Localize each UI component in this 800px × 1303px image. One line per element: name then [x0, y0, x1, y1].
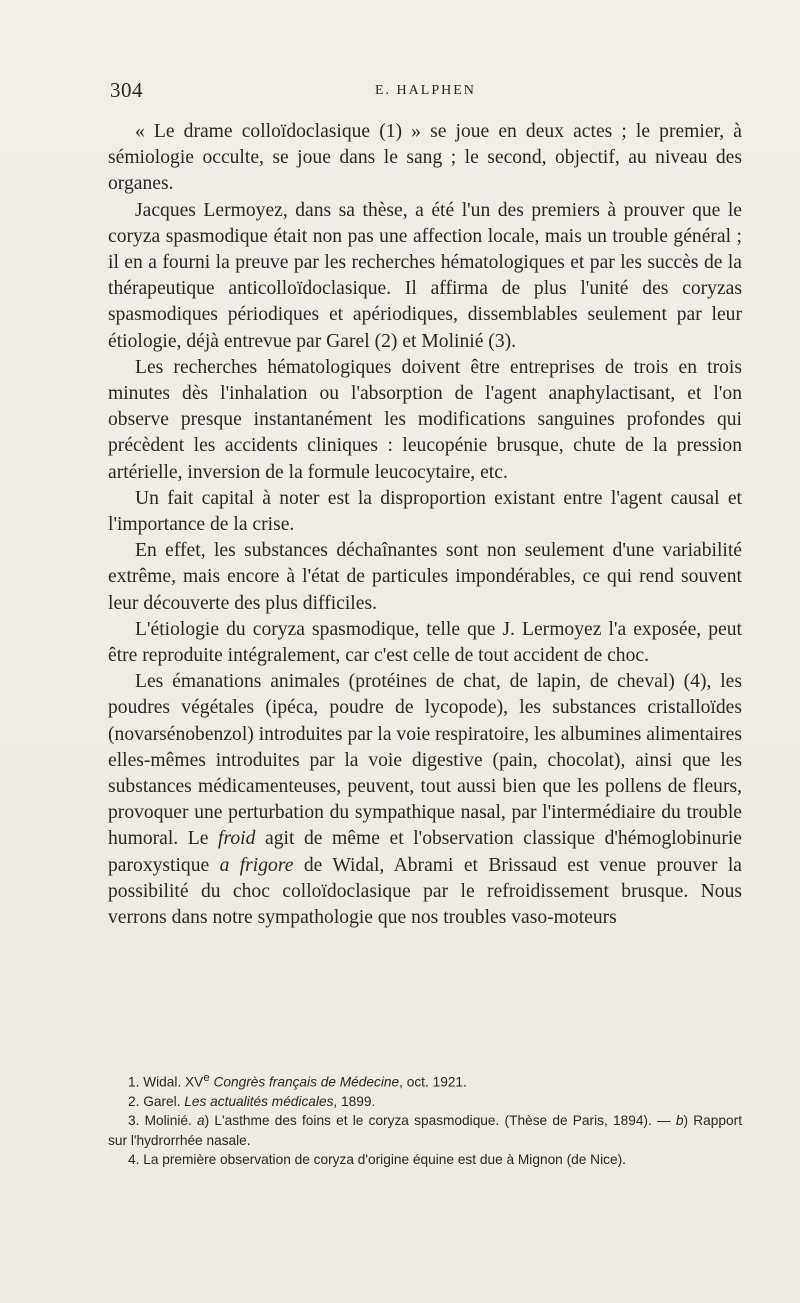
footnote — [108, 1069, 742, 1092]
paragraph — [108, 617, 742, 669]
italic-text: a — [197, 1113, 205, 1129]
italic-text: a frigore — [219, 854, 294, 876]
text-run: « Le drame colloïdoclasique (1) » se joue en deux actes ; le premier, à sémiologie occulte, se joue dans le sang ; le second, objectif, au niveau des organes. — [108, 121, 742, 195]
footnote — [108, 1092, 742, 1111]
superscript: e — [203, 1072, 210, 1084]
text-run: , oct. 1921. — [399, 1074, 467, 1090]
text-run: 4. La première observation de coryza d'origine équine est due à Mignon (de Nice). — [128, 1152, 626, 1168]
footnotes — [108, 1069, 742, 1170]
paragraph — [108, 486, 742, 538]
page-number: 304 — [110, 78, 143, 102]
body-text — [108, 119, 742, 931]
footnote — [108, 1111, 742, 1150]
italic-text: b — [675, 1113, 684, 1129]
text-run: Jacques Lermoyez, dans sa thèse, a été l'un des premiers à prouver que le coryza spasmodique était non pas une affection locale, mais un trouble général ; il en a fourni la preuve par les recherches hématologiques et par les succès de la thérapeutique anticolloïdoclasique. Il affirma de plus l'unité des coryzas spasmodiques périodiques et apériodiques, dissemblables seulement par leur étiologie, déjà entrevue par Garel (2) et Molinié (3). — [108, 199, 742, 352]
paragraph — [108, 198, 742, 355]
italic-text: Les actualités médicales — [184, 1093, 334, 1109]
paragraph — [108, 669, 742, 931]
text-run: ) L'asthme des foins et le coryza spasmodique. (Thèse de Paris, 1894). — — [204, 1113, 676, 1129]
text-run: ) Rapport sur l'hydrorrhée nasale. — [108, 1113, 742, 1148]
text-run: de Widal, Abrami et Brissaud est venue prouver la possibilité du choc colloïdoclasique par le refroidissement brusque. Nous verrons dans notre sympathologie que nos troubles vaso-moteurs — [108, 854, 742, 929]
text-run: Les émanations animales (protéines de chat, de lapin, de cheval) (4), les poudres végétales (ipéca, poudre de lycopode), les substances cristalloïdes (novarsénobenzol) introduites par la voie respiratoire, les albumines alimentaires elles-mêmes introduites par la voie digestive (pain, chocolat), ainsi que les substances médicamenteuses, peuvent, tout aussi bien que les pollens de fleurs, provoquer une perturbation du sympathique nasal, par l'intermédiaire du trouble humoral. Le — [108, 671, 742, 850]
paragraph — [108, 355, 742, 486]
text-run: En effet, les substances déchaînantes sont non seulement d'une variabilité extrême, mais encore à l'état de particules impondérables, ce qui rend souvent leur découverte des plus difficiles. — [108, 540, 742, 614]
running-title: E. HALPHEN — [375, 83, 476, 98]
footnote — [108, 1150, 742, 1169]
paragraph — [108, 538, 742, 617]
italic-text: froid — [218, 828, 256, 850]
text-run: agit de même et l'observation classique d'hémoglobinurie paroxystique — [108, 828, 742, 876]
text-run: 2. Garel. — [128, 1093, 185, 1109]
text-run: 1. Widal. XV — [128, 1074, 204, 1090]
italic-text: Congrès français de Médecine — [213, 1074, 400, 1090]
text-run: , 1899. — [333, 1093, 376, 1109]
text-run: Les recherches hématologiques doivent être entreprises de trois en trois minutes dès l'inhalation ou l'absorption de l'agent anaphylactisant, et l'on observe presque instantanément les modifications sanguines profondes qui précèdent les accidents cliniques : leucopénie brusque, chute de la pression artérielle, inversion de la formule leucocytaire, etc. — [108, 356, 742, 483]
running-head — [110, 78, 742, 102]
paragraph — [108, 119, 742, 198]
text-run: L'étiologie du coryza spasmodique, telle que J. Lermoyez l'a exposée, peut être reproduite intégralement, car c'est celle de tout accident de choc. — [108, 618, 742, 667]
text-run: 3. Molinié. — [128, 1113, 197, 1129]
text-run: Un fait capital à noter est la disproportion existant entre l'agent causal et l'importance de la crise. — [108, 487, 742, 536]
